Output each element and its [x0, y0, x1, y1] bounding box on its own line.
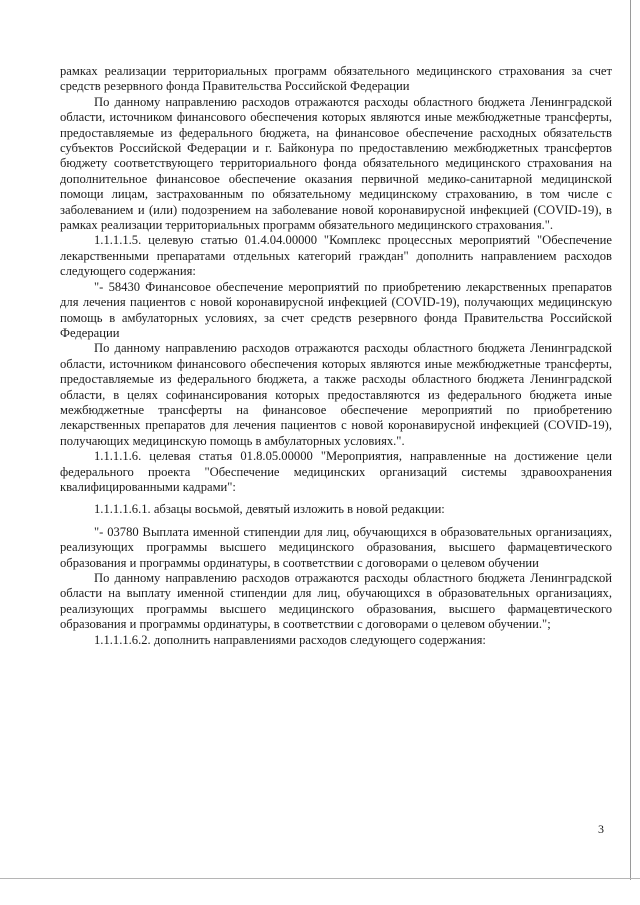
page-border-bottom — [0, 878, 640, 879]
paragraph-3: 1.1.1.1.5. целевую статью 01.4.04.00000 "Комплекс процессных мероприятий "Обеспечение лекарственными препаратами отдельных категорий граждан" дополнить направлением расходов следующего содержания: — [60, 233, 612, 279]
page-number: 3 — [598, 822, 604, 836]
paragraph-7: 1.1.1.1.6.1. абзацы восьмой, девятый изложить в новой редакции: — [94, 502, 445, 517]
paragraph-10: 1.1.1.1.6.2. дополнить направлениями расходов следующего содержания: — [94, 632, 486, 647]
page-border-right — [630, 0, 631, 880]
document-body — [60, 64, 612, 648]
paragraph-9: По данному направлению расходов отражаются расходы областного бюджета Ленинградской области на выплату именной стипендии для лиц, обучающихся в образовательных организациях, реализующих программы высшего медицинского образования, высшего фармацевтического образования и программы ординатуры, в соответствии с договорами о целевом обучении."; — [60, 571, 612, 632]
paragraph-5: По данному направлению расходов отражаются расходы областного бюджета Ленинградской области, источником финансового обеспечения которых являются иные межбюджетные трансферты, предоставляемые из федерального бюджета, а также расходы областного бюджета Ленинградской области, в целях софинансирования которых предоставляются из федерального бюджета иные межбюджетные трансферты на финансовое обеспечение мероприятий по приобретению лекарственных препаратов для лечения пациентов с новой коронавирусной инфекцией (COVID-19), получающих медицинскую помощь в амбулаторных условиях.". — [60, 341, 612, 448]
paragraph-4: "- 58430 Финансовое обеспечение мероприятий по приобретению лекарственных препаратов для лечения пациентов с новой коронавирусной инфекцией (COVID-19), получающих медицинскую помощь в амбулаторных условиях, за счет средств резервного фонда Правительства Российской Федерации — [60, 279, 612, 340]
paragraph-1: рамках реализации территориальных программ обязательного медицинского страхования за счет средств резервного фонда Правительства Российской Федерации — [60, 64, 612, 94]
paragraph-6: 1.1.1.1.6. целевая статья 01.8.05.00000 "Мероприятия, направленные на достижение цели федерального проекта "Обеспечение медицинских организаций системы здравоохранения квалифицированными кадрами": — [60, 449, 612, 494]
paragraph-2: По данному направлению расходов отражаются расходы областного бюджета Ленинградской области, источником финансового обеспечения которых являются иные межбюджетные трансферты, предоставляемые из федерального бюджета, на финансовое обеспечение расходных обязательств субъектов Российской Федерации и г. Байконура по предоставлению межбюджетных трансфертов бюджету соответствующего территориального фонда обязательного медицинского страхования на дополнительное финансовое обеспечение оказания первичной медико-санитарной медицинской помощи лицам, застрахованным по обязательному медицинскому страхованию, в том числе с заболеванием и (или) подозрением на заболевание новой коронавирусной инфекцией (COVID-19), в рамках реализации территориальных программ обязательного медицинского страхования.". — [60, 94, 612, 233]
paragraph-8: "- 03780 Выплата именной стипендии для лиц, обучающихся в образовательных организациях, реализующих программы высшего медицинского образования, высшего фармацевтического образования и программы ординатуры, в соответствии с договорами о целевом обучении — [60, 524, 612, 570]
